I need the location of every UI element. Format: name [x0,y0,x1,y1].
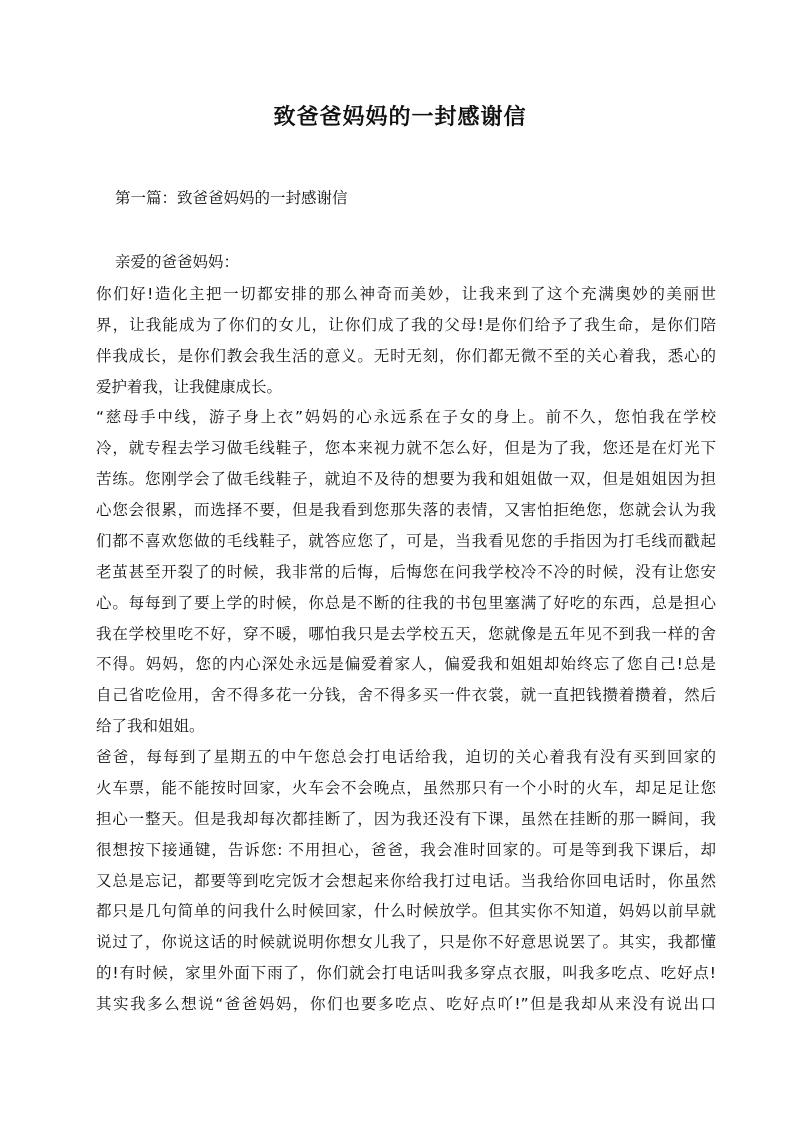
body-line: 其实我多么想说“爸爸妈妈，你们也要多吃点、吃好点吖!”但是我却从来没有说出口 [96,995,716,1013]
body-line: 们都不喜欢您做的毛线鞋子，就答应您了，可是，当我看见您的手指因为打毛线而戳起 [96,532,716,550]
body-line: 冷，就专程去学习做毛线鞋子，您本来视力就不怎么好，但是为了我，您还是在灯光下 [96,439,716,457]
body-line: 心。每每到了要上学的时候，你总是不断的往我的书包里塞满了好吃的东西，总是担心 [96,594,716,612]
body-line: 很想按下接通键，告诉您: 不用担心，爸爸，我会准时回家的。可是等到我下课后，却 [96,841,716,859]
body-line: 爱护着我，让我健康成长。 [96,378,283,396]
body-line: 苦练。您刚学会了做毛线鞋子，就迫不及待的想要为我和姐姐做一双，但是姐姐因为担 [96,470,716,488]
body-line: 界，让我能成为了你们的女儿，让你们成了我的父母!是你们给予了我生命，是你们陪 [96,316,716,334]
document-subtitle: 第一篇：致爸爸妈妈的一封感谢信 [115,189,348,207]
body-line: 不得。妈妈，您的内心深处永远是偏爱着家人，偏爱我和姐姐却始终忘了您自己!总是 [96,655,716,673]
body-line: 爸爸，每每到了星期五的中午您总会打电话给我，迫切的关心着我有没有买到回家的 [96,748,716,766]
body-line: 又总是忘记，都要等到吃完饭才会想起来你给我打过电话。当我给你回电话时，你虽然 [96,872,716,890]
body-line: 伴我成长，是你们教会我生活的意义。无时无刻，你们都无微不至的关心着我，悉心的 [96,347,716,365]
body-line: 心您会很累，而选择不要，但是我看到您那失落的表情，又害怕拒绝您，您就会认为我 [96,501,716,519]
body-line: 自己省吃俭用，舍不得多花一分钱，舍不得多买一件衣裳，就一直把钱攒着攒着，然后 [96,686,716,704]
document-title: 致爸爸妈妈的一封感谢信 [273,105,527,130]
body-line: 我在学校里吃不好，穿不暖，哪怕我只是去学校五天，您就像是五年见不到我一样的舍 [96,625,716,643]
body-line: 担心一整天。但是我却每次都挂断了，因为我还没有下课，虽然在挂断的那一瞬间，我 [96,810,716,828]
body-line: 都只是几句简单的问我什么时候回家，什么时候放学。但其实你不知道，妈妈以前早就 [96,902,716,920]
body-line: 火车票，能不能按时回家，火车会不会晚点，虽然那只有一个小时的火车，却足足让您 [96,779,716,797]
body-line: 你们好!造化主把一切都安排的那么神奇而美妙，让我来到了这个充满奥妙的美丽世 [96,285,716,303]
body-line: “慈母手中线，游子身上衣”妈妈的心永远系在子女的身上。前不久，您怕我在学校 [96,408,716,426]
body-line: 给了我和姐姐。 [96,717,205,735]
body-line: 的!有时候，家里外面下雨了，你们就会打电话叫我多穿点衣服，叫我多吃点、吃好点! [96,964,716,982]
body-line: 老茧甚至开裂了的时候，我非常的后悔，后悔您在问我学校冷不冷的时候，没有让您安 [96,563,716,581]
letter-greeting: 亲爱的爸爸妈妈： [115,253,240,271]
body-line: 说过了，你说这话的时候就说明你想女儿我了，只是你不好意思说罢了。其实，我都懂 [96,933,716,951]
